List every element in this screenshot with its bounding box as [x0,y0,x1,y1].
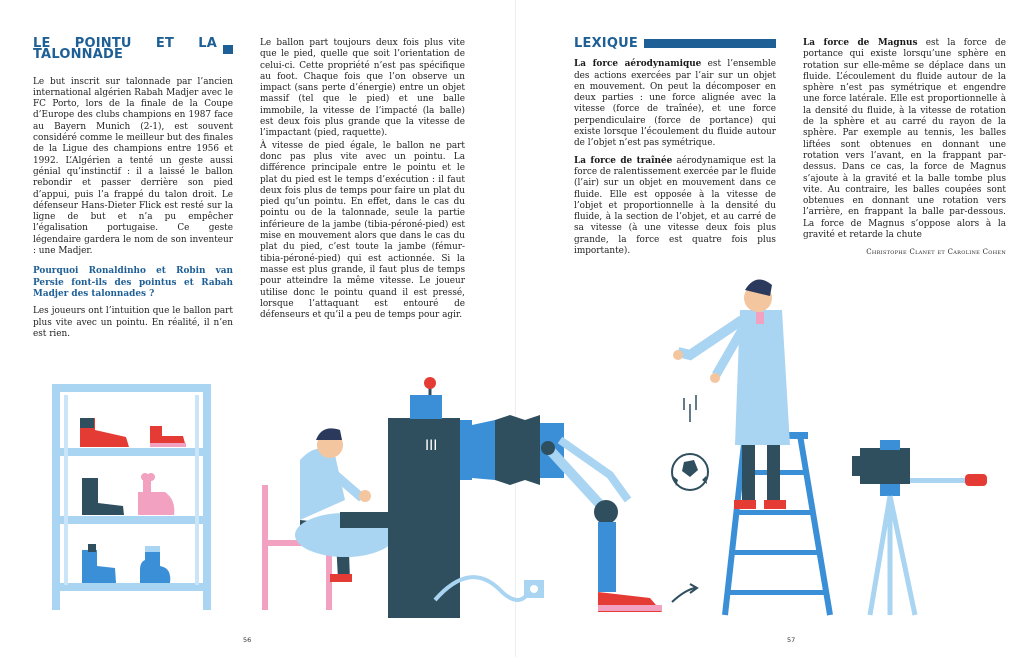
boot-red-icon [80,418,129,447]
boot-navy-icon [82,478,124,515]
answer-paragraph: Les joueurs ont l’intuition que le ballon part plus vite avec un pointu. En réalité, il n’en est rien. [33,306,233,339]
magnus-definition: La force de Magnus est la force de portance qui existe lorsqu’une sphère en rotation sur elle-même se déplace dans un fluide. L’écoulement du fluide autour de la sphère n’est pas symétrique et engendre une force latérale. Elle est proportionnelle à la densité du fluide, à la vitesse de rotation de la sphère et au carré du rayon de la sphère. Par exemple au tennis, les balles liftées sont obtenues en donnant une rotation vers l’avant, en la frappant par-dessus. Dans ce cas, la force de Magnus s’ajoute à la gravité et la balle tombe plus vite. Au contraire, les balles coupées sont obtenues en donnant une rotation vers l’arrière, en frappant la balle par-dessous. La force de Magnus s’oppose alors à la gravité et retarde la chute [803,38,1006,241]
col2-paragraph-2: À vitesse de pied égale, le ballon ne part donc pas plus vite avec un pointu. La différence principale entre le pointu et le plat du pied est le temps d’exécution : il faut deux fois plus de temps pour faire un plat du pied qu’un pointu. En effet, dans le cas du pointu ou de la talonnade, seule la partie inférieure de la jambe (tibia-péroné-pied) est mise en mouvement alors que dans le cas du plat du pied, c’est toute la jambe (fémur-tibia-péroné-pied) qui est actionnée. Si la masse est plus grande, il faut plus de temps pour atteindre la même vitesse. Le joueur utilise donc le pointu quand il est pressé, lorsque l’attaquant est entouré de défenseurs et qu’il a peu de temps pour agir. [260,140,465,321]
article-title: LE POINTU ET LA TALONNADE [33,38,233,61]
svg-text:III: III [425,438,438,454]
sneaker-red-icon [150,426,186,447]
author-credit: Christophe Clanet et Caroline Cohen [866,248,1006,257]
camera-icon [852,440,987,496]
pink-bone-foot-icon [138,473,174,515]
question-heading: Pourquoi Ronaldinho et Robin van Persie font-ils des pointus et Rabah Madjer des talonnades ? [33,266,233,299]
page-number-left: 56 [243,636,252,644]
aero-definition: La force aérodynamique est l’ensemble des actions exercées par l’air sur un objet en mouvement. On peut la décomposer en deux parties : une force alignée avec la vitesse (force de traînée), et une force perpendiculaire (force de portance) qui existe lorsque l’écoulement du fluide autour de l’objet n’est pas symétrique. [574,59,776,149]
page-number-right: 57 [787,636,796,644]
robot-leg [541,440,662,612]
seated-scientist [300,428,371,582]
soccer-ball-icon [672,395,708,490]
lexique-title: LEXIQUE [574,38,776,49]
intro-paragraph: Le but inscrit sur talonnade par l’ancien international algérien Rabah Madjer avec le FC Porto, lors de la finale de la Coupe d’Europe des clubs champions en 1987 face au Bayern Munich (2-1), est souvent considéré comme le meilleur but des finales de la Ligue des champions entre 1956 et 1992. L’Algérien a tenté un geste aussi génial qu’instinctif : il a laissé le ballon rebondir et passer derrière son pied d’appui, puis l’a frappé du talon droit. Le défenseur Hans-Dieter Flick est resté sur la ligne de but et n’a pu empêcher l’égalisation portugaise. Ce geste légendaire gardera le nom de son inventeur : une Madjer. [33,76,233,257]
tripod [870,496,915,615]
sock-blue-icon [140,546,170,583]
arrow-icon [672,584,697,602]
foot-blue-icon [82,544,116,583]
shelf [52,384,211,610]
drag-definition: La force de traînée aérodynamique est la force de ralentissement exercée par le fluide (l’air) sur un objet en mouvement dans ce fluide. Elle est opposée à la vitesse de l’objet et proportionnelle à la densité du fluide, à la section de l’objet, et au carré de sa vitesse (à une vitesse deux fois plus grande, la force est quatre fois plus importante). [574,155,776,257]
col2-paragraph-1: Le ballon part toujours deux fois plus vite que le pied, quelle que soit l’orientation de celui-ci. Cette propriété n’est pas spécifique au foot. Chaque fois que l’on observe un impact (sans perte d’énergie) entre un objet massif (tel que le pied) et une balle immobile, la vitesse de l’impacté (la balle) est deux fois plus grande que la vitesse de l’impactant (pied, raquette). [260,38,465,139]
